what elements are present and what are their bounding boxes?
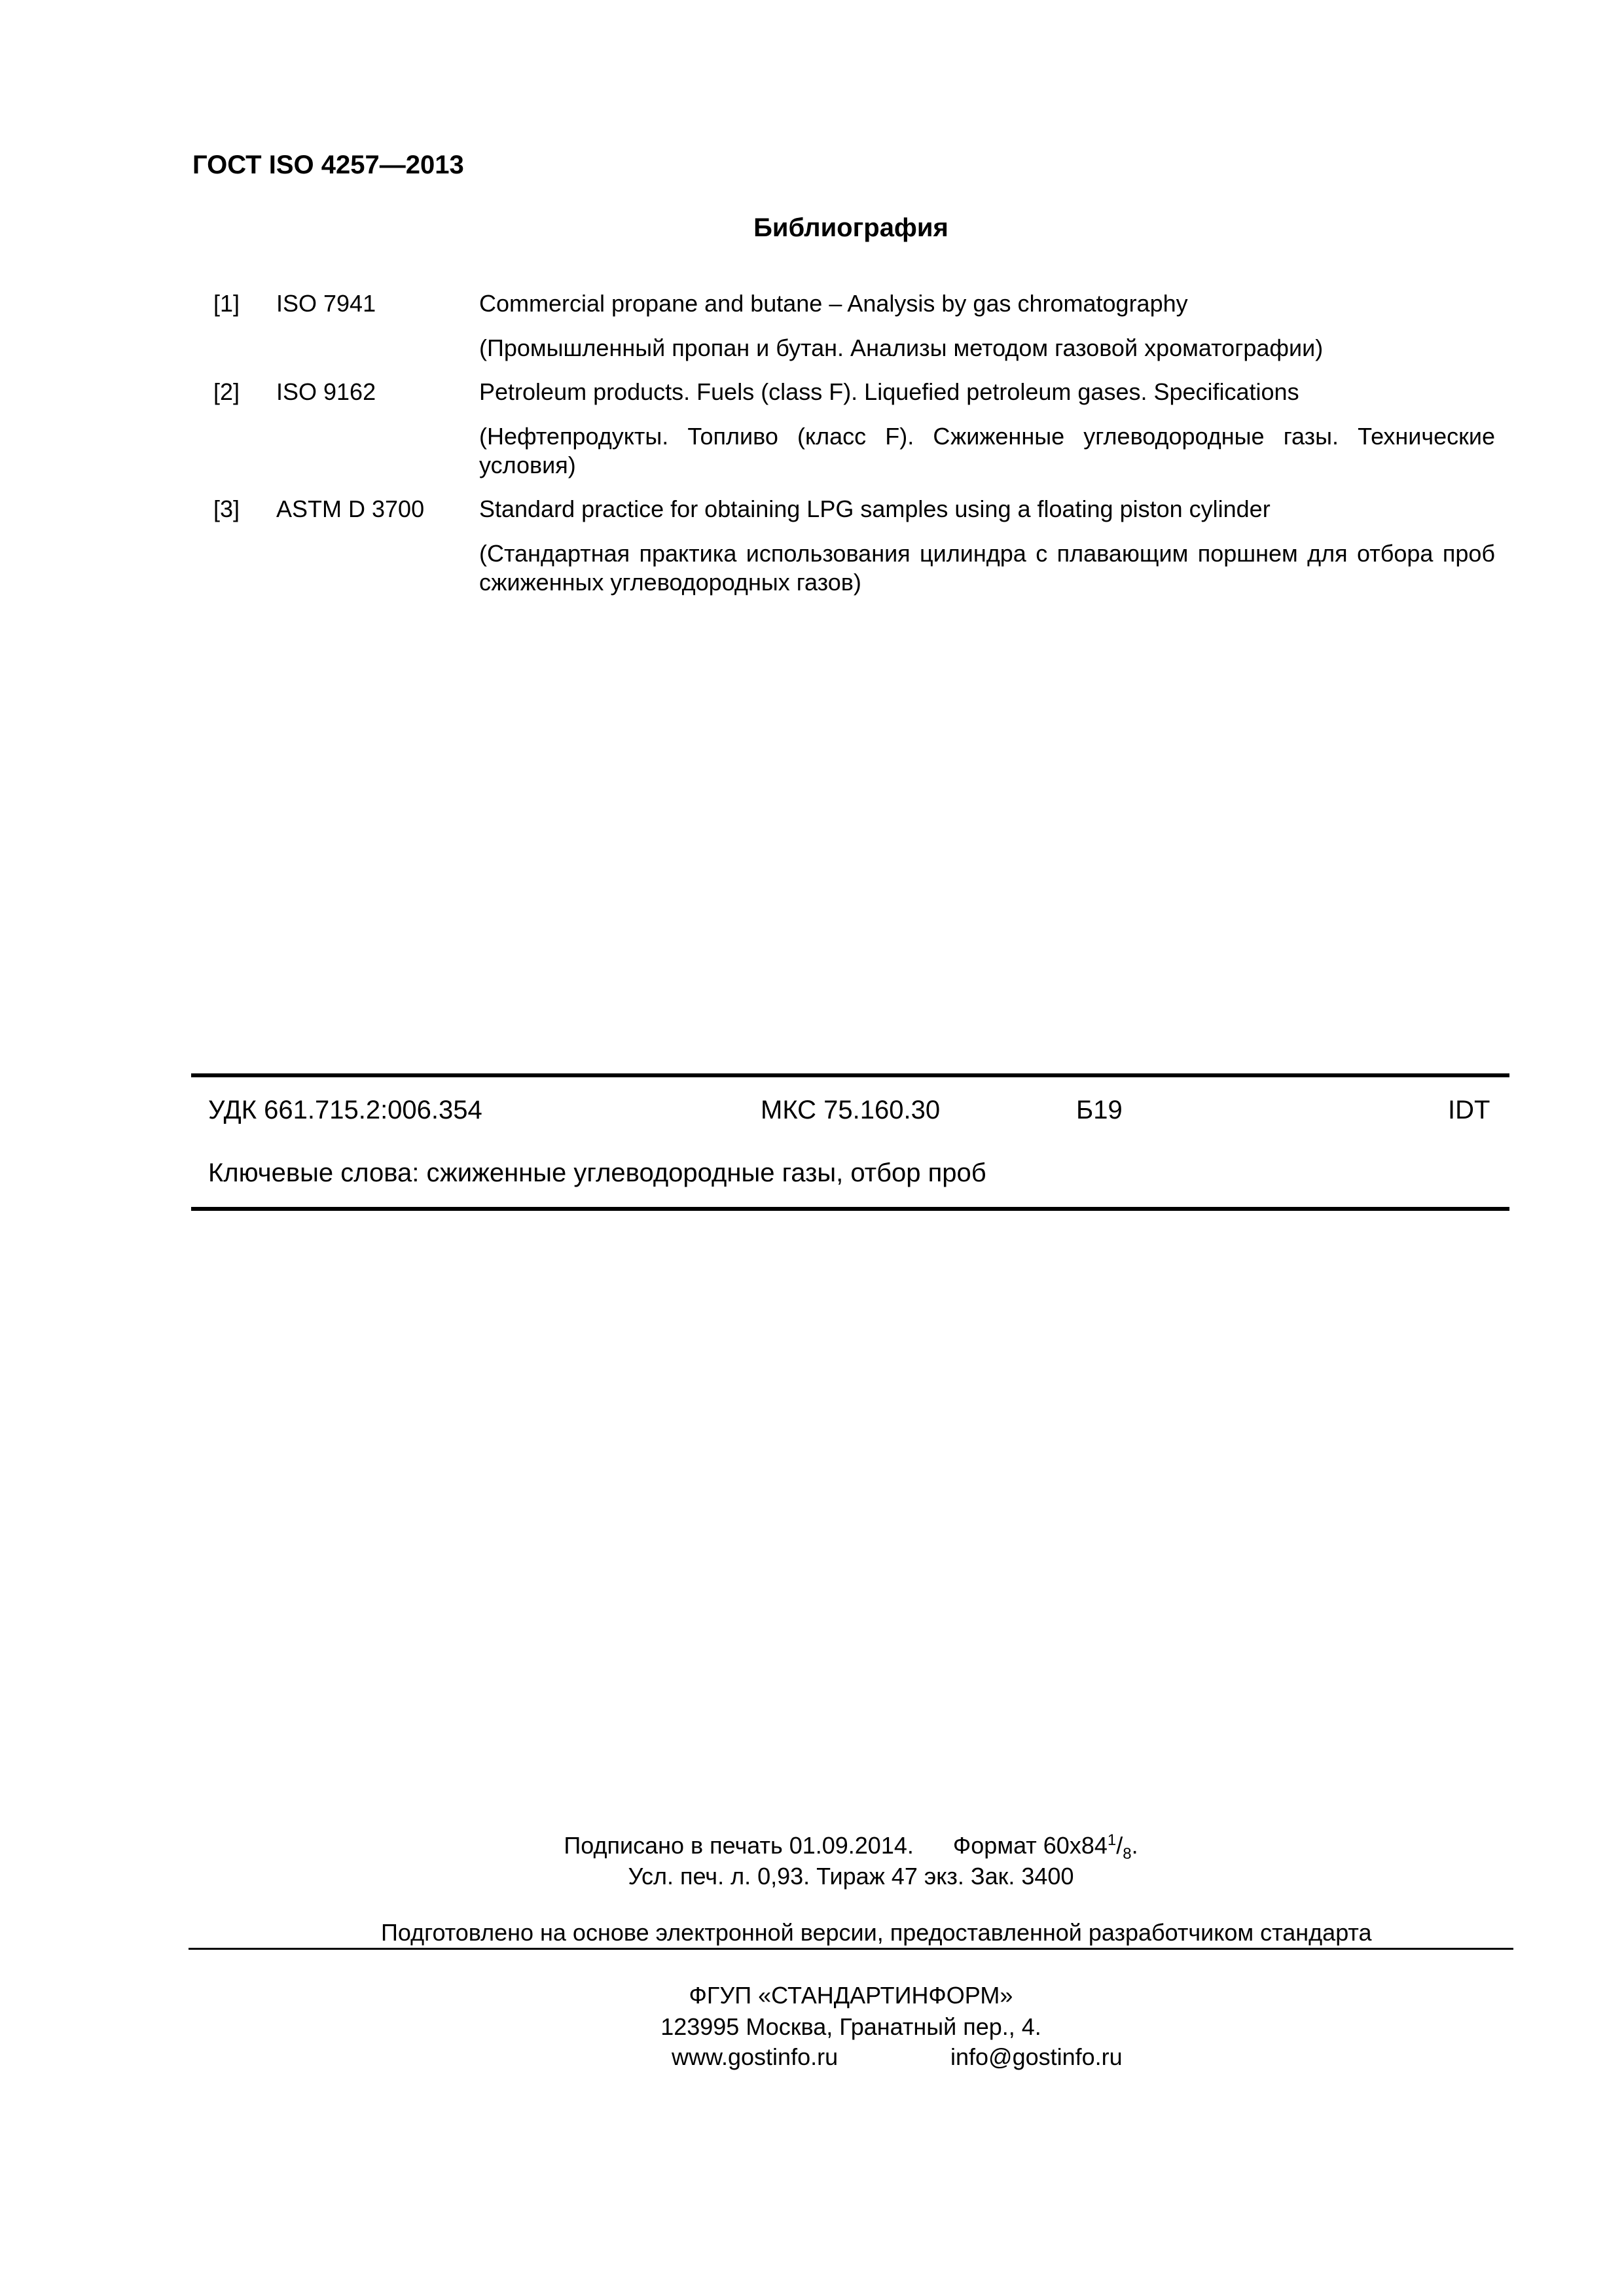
keywords: Ключевые слова: сжиженные углеводородные газы, отбор проб	[208, 1158, 986, 1187]
print-signed-line	[0, 1831, 1624, 1863]
degree-of-correspondence: IDT	[1448, 1096, 1490, 1124]
entry-title-ru: (Нефтепродукты. Топливо (класс F). Сжиженные углеводородные газы. Технические условия)	[479, 423, 1495, 478]
okc-code: Б19	[1076, 1096, 1123, 1124]
publisher-address: 123995 Москва, Гранатный пер., 4.	[660, 2013, 1041, 2040]
entry-title-en: Commercial propane and butane – Analysis by gas chromatography	[479, 290, 1188, 317]
entry-code: ASTM D 3700	[276, 495, 425, 522]
print-details: Усл. печ. л. 0,93. Тираж 47 экз. Зак. 3400	[628, 1863, 1074, 1890]
entry-number: [1]	[213, 290, 240, 317]
entry-title-en: Standard practice for obtaining LPG samples using a floating piston cylinder	[479, 495, 1271, 522]
entry-title-ru: (Стандартная практика использования цилиндра с плавающим поршнем для отбора проб сжиженных углеводородных газов)	[479, 540, 1495, 596]
entry-number: [2]	[213, 378, 240, 405]
entry-title-en: Petroleum products. Fuels (class F). Liquefied petroleum gases. Specifications	[479, 378, 1299, 405]
prepared-note: Подготовлено на основе электронной версии, предоставленной разработчиком стандарта	[381, 1919, 1372, 1946]
website-link[interactable]: www.gostinfo.ru	[672, 2043, 839, 2070]
imprint-divider	[189, 1948, 1513, 1950]
standard-code: ГОСТ ISO 4257—2013	[192, 151, 464, 179]
bibliography-title: Библиография	[753, 213, 948, 242]
divider-bottom	[191, 1207, 1509, 1211]
entry-title-ru: (Промышленный пропан и бутан. Анализы методом газовой хроматографии)	[479, 334, 1324, 361]
entry-code: ISO 9162	[276, 378, 376, 405]
mks-code: МКС 75.160.30	[761, 1096, 941, 1124]
email-link[interactable]: info@gostinfo.ru	[950, 2043, 1123, 2070]
divider-top	[191, 1073, 1509, 1077]
entry-code: ISO 7941	[276, 290, 376, 317]
entry-number: [3]	[213, 495, 240, 522]
publisher-name: ФГУП «СТАНДАРТИНФОРМ»	[689, 1982, 1013, 2009]
udk-code: УДК 661.715.2:006.354	[208, 1096, 482, 1124]
signed-date: Подписано в печать 01.09.2014.	[564, 1832, 914, 1859]
print-format: Формат $60х84^1/_8$.	[952, 1831, 1138, 1863]
